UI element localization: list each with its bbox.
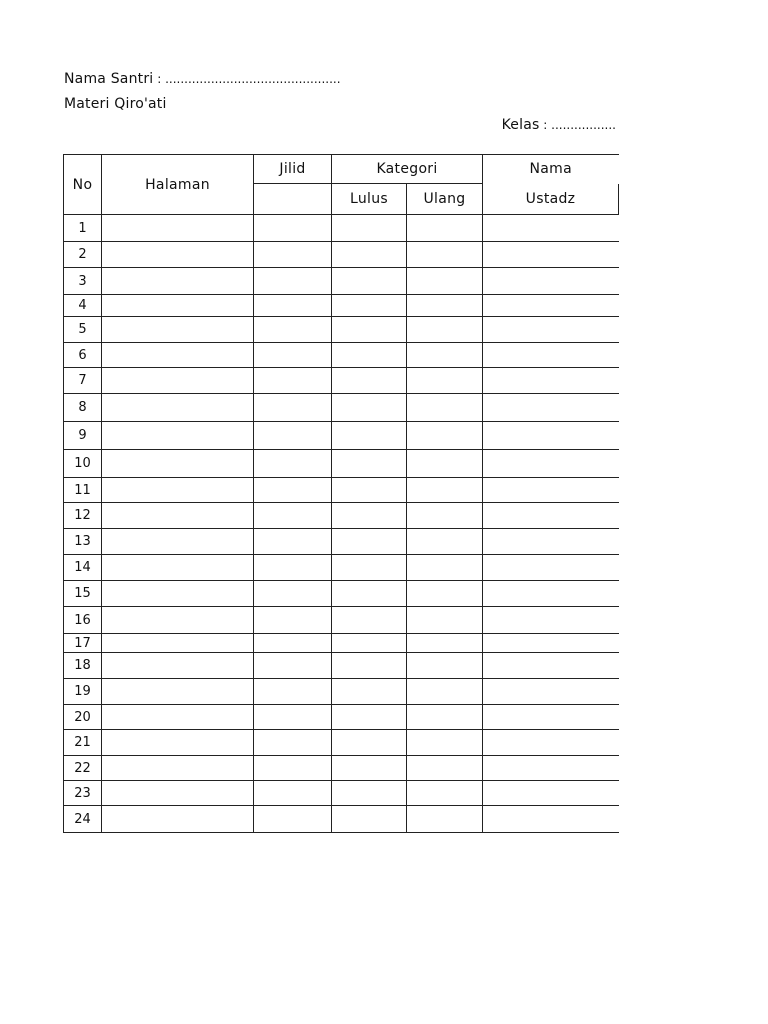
- nama-ustadz-cell[interactable]: [483, 529, 619, 555]
- row-number: 9: [64, 422, 102, 450]
- lulus-cell[interactable]: [332, 394, 407, 422]
- nama-ustadz-cell[interactable]: [483, 581, 619, 607]
- jilid-cell[interactable]: [254, 806, 332, 833]
- table-row: [64, 730, 619, 756]
- row-number: 1: [64, 215, 102, 242]
- row-number: 24: [64, 806, 102, 833]
- nama-ustadz-cell[interactable]: [483, 368, 619, 394]
- lulus-cell[interactable]: [332, 268, 407, 295]
- ulang-cell[interactable]: [407, 555, 483, 581]
- table-row: [64, 581, 619, 607]
- halaman-cell[interactable]: [102, 478, 254, 503]
- halaman-cell[interactable]: [102, 781, 254, 806]
- nama-ustadz-cell[interactable]: [483, 317, 619, 343]
- ulang-cell[interactable]: [407, 422, 483, 450]
- nama-ustadz-cell[interactable]: [483, 634, 619, 653]
- row-number: 5: [64, 317, 102, 343]
- ulang-cell[interactable]: [407, 634, 483, 653]
- jilid-cell[interactable]: [254, 317, 332, 343]
- row-number: 13: [64, 529, 102, 555]
- ulang-cell[interactable]: [407, 295, 483, 317]
- row-number: 22: [64, 756, 102, 781]
- halaman-cell[interactable]: [102, 215, 254, 242]
- halaman-cell[interactable]: [102, 581, 254, 607]
- col-header-ulang: Ulang: [407, 184, 483, 215]
- halaman-cell[interactable]: [102, 450, 254, 478]
- row-number: 10: [64, 450, 102, 478]
- row-number: 6: [64, 343, 102, 368]
- nama-santri-line: [64, 71, 341, 87]
- ulang-cell[interactable]: [407, 215, 483, 242]
- row-number: 17: [64, 634, 102, 653]
- jilid-cell[interactable]: [254, 730, 332, 756]
- table-row: [64, 607, 619, 634]
- row-number: 18: [64, 653, 102, 679]
- table-row: [64, 450, 619, 478]
- progress-table: [63, 154, 619, 833]
- jilid-cell[interactable]: [254, 529, 332, 555]
- table-row: [64, 215, 619, 242]
- nama-ustadz-cell[interactable]: [483, 756, 619, 781]
- row-number: 11: [64, 478, 102, 503]
- jilid-cell[interactable]: [254, 422, 332, 450]
- nama-ustadz-cell[interactable]: [483, 705, 619, 730]
- table-body: [64, 215, 619, 833]
- lulus-cell[interactable]: [332, 581, 407, 607]
- table-row: [64, 555, 619, 581]
- table-row: [64, 242, 619, 268]
- nama-santri-fill-dots[interactable]: ..............................................: [165, 72, 341, 86]
- lulus-cell[interactable]: [332, 555, 407, 581]
- table-row: [64, 781, 619, 806]
- table-row: [64, 478, 619, 503]
- jilid-cell[interactable]: [254, 607, 332, 634]
- ulang-cell[interactable]: [407, 581, 483, 607]
- col-header-no: No: [64, 155, 102, 215]
- table-row: [64, 806, 619, 833]
- jilid-cell[interactable]: [254, 343, 332, 368]
- halaman-cell[interactable]: [102, 730, 254, 756]
- col-header-lulus: Lulus: [332, 184, 407, 215]
- nama-ustadz-cell[interactable]: [483, 730, 619, 756]
- jilid-cell[interactable]: [254, 295, 332, 317]
- halaman-cell[interactable]: [102, 555, 254, 581]
- materi-label: Materi Qiro'ati: [64, 96, 167, 112]
- nama-ustadz-cell[interactable]: [483, 268, 619, 295]
- col-header-kategori: Kategori: [332, 155, 483, 184]
- lulus-cell[interactable]: [332, 368, 407, 394]
- halaman-cell[interactable]: [102, 317, 254, 343]
- table-row: [64, 317, 619, 343]
- halaman-cell[interactable]: [102, 394, 254, 422]
- halaman-cell[interactable]: [102, 607, 254, 634]
- lulus-cell[interactable]: [332, 503, 407, 529]
- nama-ustadz-cell[interactable]: [483, 806, 619, 833]
- nama-ustadz-cell[interactable]: [483, 478, 619, 503]
- lulus-cell[interactable]: [332, 422, 407, 450]
- row-number: 14: [64, 555, 102, 581]
- table-row: [64, 394, 619, 422]
- halaman-cell[interactable]: [102, 368, 254, 394]
- ulang-cell[interactable]: [407, 607, 483, 634]
- nama-ustadz-cell[interactable]: [483, 503, 619, 529]
- lulus-cell[interactable]: [332, 478, 407, 503]
- nama-ustadz-cell[interactable]: [483, 653, 619, 679]
- kelas-fill-dots[interactable]: .................: [551, 118, 616, 132]
- table-row: [64, 756, 619, 781]
- table-row: [64, 653, 619, 679]
- ulang-cell[interactable]: [407, 317, 483, 343]
- table-row: [64, 368, 619, 394]
- table-row: [64, 503, 619, 529]
- jilid-cell[interactable]: [254, 215, 332, 242]
- row-number: 4: [64, 295, 102, 317]
- lulus-cell[interactable]: [332, 679, 407, 705]
- row-number: 7: [64, 368, 102, 394]
- col-header-ustadz: Ustadz: [483, 184, 619, 215]
- col-header-nama: Nama: [483, 155, 619, 184]
- halaman-cell[interactable]: [102, 679, 254, 705]
- row-number: 23: [64, 781, 102, 806]
- table-row: [64, 705, 619, 730]
- jilid-cell[interactable]: [254, 242, 332, 268]
- nama-ustadz-cell[interactable]: [483, 215, 619, 242]
- nama-ustadz-cell[interactable]: [483, 607, 619, 634]
- ulang-cell[interactable]: [407, 529, 483, 555]
- lulus-cell[interactable]: [332, 781, 407, 806]
- ulang-cell[interactable]: [407, 781, 483, 806]
- ulang-cell[interactable]: [407, 705, 483, 730]
- lulus-cell[interactable]: [332, 450, 407, 478]
- nama-ustadz-cell[interactable]: [483, 394, 619, 422]
- jilid-cell[interactable]: [254, 653, 332, 679]
- jilid-cell[interactable]: [254, 555, 332, 581]
- jilid-cell[interactable]: [254, 581, 332, 607]
- ulang-cell[interactable]: [407, 478, 483, 503]
- lulus-cell[interactable]: [332, 634, 407, 653]
- lulus-cell[interactable]: [332, 343, 407, 368]
- row-number: 20: [64, 705, 102, 730]
- lulus-cell[interactable]: [332, 242, 407, 268]
- row-number: 3: [64, 268, 102, 295]
- jilid-cell[interactable]: [254, 478, 332, 503]
- nama-santri-colon: :: [153, 72, 166, 86]
- row-number: 12: [64, 503, 102, 529]
- lulus-cell[interactable]: [332, 756, 407, 781]
- ulang-cell[interactable]: [407, 679, 483, 705]
- table-row: [64, 422, 619, 450]
- nama-ustadz-cell[interactable]: [483, 450, 619, 478]
- lulus-cell[interactable]: [332, 529, 407, 555]
- nama-ustadz-cell[interactable]: [483, 242, 619, 268]
- halaman-cell[interactable]: [102, 343, 254, 368]
- ulang-cell[interactable]: [407, 368, 483, 394]
- kelas-line: [502, 117, 616, 133]
- jilid-cell[interactable]: [254, 679, 332, 705]
- lulus-cell[interactable]: [332, 607, 407, 634]
- col-header-jilid: Jilid: [254, 155, 332, 184]
- nama-ustadz-cell[interactable]: [483, 781, 619, 806]
- ulang-cell[interactable]: [407, 450, 483, 478]
- ulang-cell[interactable]: [407, 268, 483, 295]
- table-row: [64, 268, 619, 295]
- nama-santri-label: Nama Santri: [64, 71, 154, 87]
- halaman-cell[interactable]: [102, 756, 254, 781]
- nama-ustadz-cell[interactable]: [483, 422, 619, 450]
- materi-line: [64, 96, 167, 112]
- halaman-cell[interactable]: [102, 653, 254, 679]
- row-number: 19: [64, 679, 102, 705]
- halaman-cell[interactable]: [102, 503, 254, 529]
- ulang-cell[interactable]: [407, 756, 483, 781]
- ulang-cell[interactable]: [407, 242, 483, 268]
- jilid-cell[interactable]: [254, 450, 332, 478]
- halaman-cell[interactable]: [102, 705, 254, 730]
- row-number: 8: [64, 394, 102, 422]
- lulus-cell[interactable]: [332, 705, 407, 730]
- ulang-cell[interactable]: [407, 343, 483, 368]
- halaman-cell[interactable]: [102, 295, 254, 317]
- jilid-cell[interactable]: [254, 368, 332, 394]
- jilid-cell[interactable]: [254, 756, 332, 781]
- lulus-cell[interactable]: [332, 806, 407, 833]
- halaman-cell[interactable]: [102, 242, 254, 268]
- row-number: 21: [64, 730, 102, 756]
- jilid-cell[interactable]: [254, 394, 332, 422]
- lulus-cell[interactable]: [332, 295, 407, 317]
- nama-ustadz-cell[interactable]: [483, 295, 619, 317]
- ulang-cell[interactable]: [407, 730, 483, 756]
- halaman-cell[interactable]: [102, 268, 254, 295]
- table-row: [64, 343, 619, 368]
- jilid-cell[interactable]: [254, 268, 332, 295]
- ulang-cell[interactable]: [407, 394, 483, 422]
- halaman-cell[interactable]: [102, 422, 254, 450]
- jilid-subheader-empty: [254, 184, 332, 215]
- lulus-cell[interactable]: [332, 653, 407, 679]
- lulus-cell[interactable]: [332, 215, 407, 242]
- nama-ustadz-cell[interactable]: [483, 343, 619, 368]
- row-number: 2: [64, 242, 102, 268]
- jilid-cell[interactable]: [254, 705, 332, 730]
- ulang-cell[interactable]: [407, 653, 483, 679]
- lulus-cell[interactable]: [332, 730, 407, 756]
- nama-ustadz-cell[interactable]: [483, 555, 619, 581]
- table-row: [64, 679, 619, 705]
- halaman-cell[interactable]: [102, 806, 254, 833]
- row-number: 16: [64, 607, 102, 634]
- halaman-cell[interactable]: [102, 529, 254, 555]
- jilid-cell[interactable]: [254, 634, 332, 653]
- table-row: [64, 295, 619, 317]
- halaman-cell[interactable]: [102, 634, 254, 653]
- col-header-halaman: Halaman: [102, 155, 254, 215]
- kelas-label: Kelas: [501, 117, 540, 133]
- row-number: 15: [64, 581, 102, 607]
- jilid-cell[interactable]: [254, 781, 332, 806]
- ulang-cell[interactable]: [407, 806, 483, 833]
- table-row: [64, 529, 619, 555]
- ulang-cell[interactable]: [407, 503, 483, 529]
- table-row: [64, 634, 619, 653]
- nama-ustadz-cell[interactable]: [483, 679, 619, 705]
- lulus-cell[interactable]: [332, 317, 407, 343]
- kelas-colon: :: [539, 118, 552, 132]
- jilid-cell[interactable]: [254, 503, 332, 529]
